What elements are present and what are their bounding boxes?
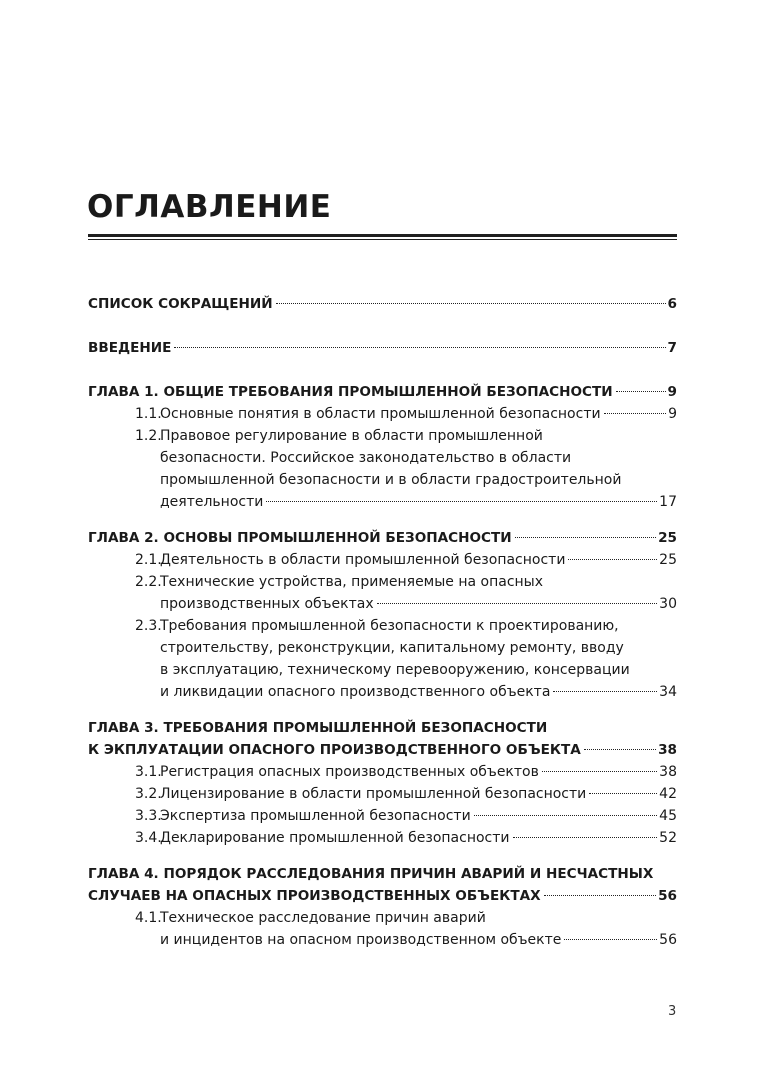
section-number: 3.2.	[135, 786, 162, 802]
dot-leader	[616, 391, 666, 392]
title-rule-thin	[88, 239, 677, 240]
toc-entry-page: 56	[658, 888, 677, 904]
toc-entry-page: 42	[659, 786, 677, 802]
toc-entry-text: и инцидентов на опасном производственном объекте	[160, 932, 562, 948]
toc-entry-text: Экспертиза промышленной безопасности	[160, 808, 471, 824]
dot-leader	[377, 603, 658, 604]
dot-leader	[174, 347, 665, 348]
toc-entry-section-2-1[interactable]	[88, 549, 677, 571]
toc-entry-section-3-1[interactable]	[88, 761, 677, 783]
dot-leader	[544, 895, 656, 896]
toc-entry-text: ГЛАВА 1. ОБЩИЕ ТРЕБОВАНИЯ ПРОМЫШЛЕННОЙ БЕЗОПАСНОСТИ	[88, 384, 613, 400]
toc-entry-page: 38	[658, 742, 677, 758]
dot-leader	[276, 303, 666, 304]
toc-entry-page: 38	[659, 764, 677, 780]
table-of-contents	[88, 293, 677, 951]
toc-entry-text: промышленной безопасности и в области градостроительной	[160, 472, 622, 488]
toc-entry-section-3-3[interactable]	[88, 805, 677, 827]
toc-entry-text: СПИСОК СОКРАЩЕНИЙ	[88, 296, 273, 312]
toc-entry-page: 34	[659, 684, 677, 700]
toc-entry-section-2-3[interactable]	[88, 615, 677, 637]
section-number: 3.3.	[135, 808, 162, 824]
section-number: 2.3.	[135, 618, 162, 634]
dot-leader	[542, 771, 657, 772]
toc-entry-section-1-1[interactable]	[88, 403, 677, 425]
toc-entry-chapter-3[interactable]	[88, 717, 677, 739]
section-number: 4.1.	[135, 910, 162, 926]
page-number: 3	[668, 1004, 677, 1019]
title-rule-thick	[88, 234, 677, 237]
toc-entry-page: 6	[667, 296, 677, 312]
toc-entry-text: ГЛАВА 3. ТРЕБОВАНИЯ ПРОМЫШЛЕННОЙ БЕЗОПАСНОСТИ	[88, 720, 548, 736]
toc-entry-text: Требования промышленной безопасности к проектированию,	[160, 618, 619, 634]
toc-entry-page: 9	[667, 384, 677, 400]
toc-entry-text: и ликвидации опасного производственного объекта	[160, 684, 551, 700]
toc-entry-chapter-4[interactable]	[88, 863, 677, 885]
toc-entry-section-2-2[interactable]	[88, 571, 677, 593]
toc-entry-section-3-2[interactable]	[88, 783, 677, 805]
dot-leader	[604, 413, 667, 414]
toc-entry-text: в эксплуатацию, техническому перевооружению, консервации	[160, 662, 630, 678]
toc-entry-page: 9	[668, 406, 677, 422]
toc-entry-section-3-4[interactable]	[88, 827, 677, 849]
toc-entry-page: 7	[667, 340, 677, 356]
toc-entry-text: ГЛАВА 4. ПОРЯДОК РАССЛЕДОВАНИЯ ПРИЧИН АВАРИЙ И НЕСЧАСТНЫХ	[88, 866, 654, 882]
dot-leader	[584, 749, 656, 750]
toc-entry-page: 30	[659, 596, 677, 612]
section-number: 3.4.	[135, 830, 162, 846]
toc-entry-section-4-1[interactable]	[88, 907, 677, 929]
toc-entry-abbreviations[interactable]	[88, 293, 677, 315]
toc-entry-text: ВВЕДЕНИЕ	[88, 340, 172, 356]
dot-leader	[553, 691, 657, 692]
toc-entry-page: 52	[659, 830, 677, 846]
dot-leader	[474, 815, 657, 816]
toc-entry-text: безопасности. Российское законодательство в области	[160, 450, 572, 466]
section-number: 2.2.	[135, 574, 162, 590]
toc-entry-section-1-2[interactable]	[88, 425, 677, 447]
toc-entry-text: Техническое расследование причин аварий	[160, 910, 486, 926]
toc-entry-text: К ЭКПЛУАТАЦИИ ОПАСНОГО ПРОИЗВОДСТВЕННОГО ОБЪЕКТА	[88, 742, 581, 758]
toc-entry-chapter-1[interactable]	[88, 381, 677, 403]
toc-entry-introduction[interactable]	[88, 337, 677, 359]
section-number: 1.1.	[135, 406, 162, 422]
toc-entry-text: Декларирование промышленной безопасности	[160, 830, 510, 846]
toc-entry-text: Деятельность в области промышленной безопасности	[160, 552, 566, 568]
toc-entry-text: СЛУЧАЕВ НА ОПАСНЫХ ПРОИЗВОДСТВЕННЫХ ОБЪЕКТАХ	[88, 888, 541, 904]
toc-entry-page: 25	[658, 530, 677, 546]
toc-entry-text: Технические устройства, применяемые на опасных	[160, 574, 544, 590]
toc-entry-text: деятельности	[160, 494, 264, 510]
toc-entry-text: Лицензирование в области промышленной безопасности	[160, 786, 587, 802]
dot-leader	[564, 939, 657, 940]
toc-entry-page: 17	[659, 494, 677, 510]
toc-entry-text: ГЛАВА 2. ОСНОВЫ ПРОМЫШЛЕННОЙ БЕЗОПАСНОСТИ	[88, 530, 512, 546]
dot-leader	[266, 501, 657, 502]
toc-entry-text: Правовое регулирование в области промышленной	[160, 428, 543, 444]
toc-entry-page: 25	[659, 552, 677, 568]
toc-entry-chapter-2[interactable]	[88, 527, 677, 549]
dot-leader	[513, 837, 658, 838]
section-number: 2.1.	[135, 552, 162, 568]
toc-entry-text: Регистрация опасных производственных объектов	[160, 764, 539, 780]
dot-leader	[515, 537, 656, 538]
page-title: ОГЛАВЛЕНИЕ	[87, 189, 332, 225]
toc-entry-page: 56	[659, 932, 677, 948]
section-number: 1.2.	[135, 428, 162, 444]
dot-leader	[589, 793, 657, 794]
toc-entry-text: строительству, реконструкции, капитальному ремонту, вводу	[160, 640, 624, 656]
toc-entry-page: 45	[659, 808, 677, 824]
dot-leader	[568, 559, 657, 560]
toc-entry-text: производственных объектах	[160, 596, 374, 612]
section-number: 3.1.	[135, 764, 162, 780]
toc-entry-text: Основные понятия в области промышленной безопасности	[160, 406, 601, 422]
